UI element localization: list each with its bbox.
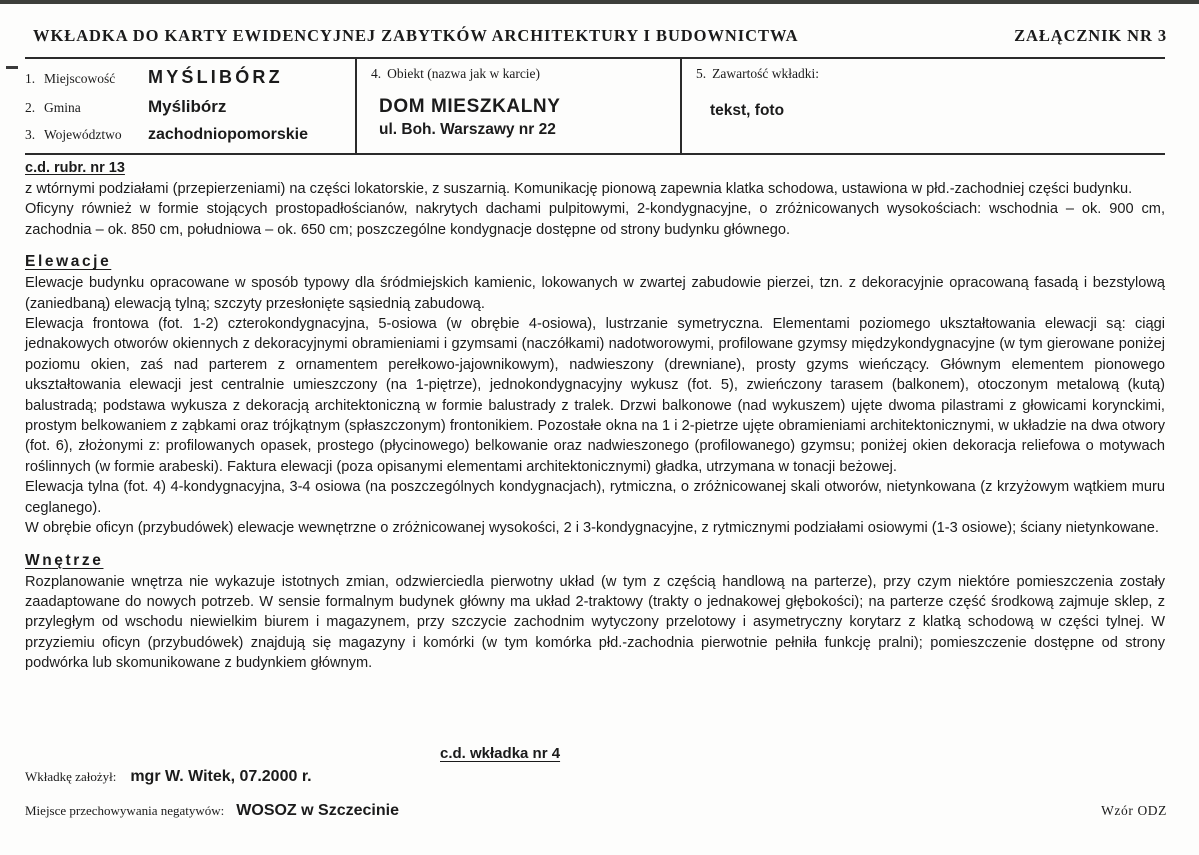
paragraph-elewacje-3: Elewacja tylna (fot. 4) 4-kondygnacyjna, 3-4 osiowa (na poszczególnych kondygnacjach), rytmiczna, o zróżnicowanej skali otworów, nietynkowana (z krzyżowym wątkiem muru ceglanego). [25, 479, 1165, 516]
continuation-label: c.d. rubr. nr 13 [25, 160, 125, 176]
paragraph-elewacje-1: Elewacje budynku opracowane w sposób typowy dla śródmiejskich kamienic, lokowanych w zwartej zabudowie pierzei, tzn. z dekoracyjnie opracowaną fasadą i bezstylową (zaniedbaną) elewacją tylną; szczyty przesłonięte sąsiednią zabudową. [25, 275, 1165, 312]
negatives-value: WOSOZ w Szczecinie [236, 802, 399, 819]
negatives-line [25, 802, 399, 820]
object-name: DOM MIESZKALNY [379, 96, 561, 117]
field-value: Myślibórz [148, 97, 227, 116]
content-cell [680, 59, 1165, 153]
object-address: ul. Boh. Warszawy nr 22 [379, 121, 556, 138]
field-label: Obiekt (nazwa jak w karcie) [387, 66, 541, 81]
paragraph-intro-1: z wtórnymi podziałami (przepierzeniami) na części lokatorskie, z suszarnią. Komunikację pionową zapewnia klatka schodowa, ustawiona w płd.-zachodniej części budynku. [25, 181, 1133, 197]
field-wojewodztwo [25, 126, 355, 144]
content-value: tekst, foto [710, 102, 785, 119]
field-value: MYŚLIBÓRZ [148, 67, 283, 87]
paragraph-elewacje-2: Elewacja frontowa (fot. 1-2) czterokondygnacyjna, 5-osiowa (w obrębie 4-osiowa), lustrzanie symetryczna. Elementami poziomego ukształtowania elewacji są: ciągi jednakowych otworów okiennych z dekoracyjnymi obramieniami i gzymsami (naczółkami) nadotworowymi, profilowane gzymsy międzykondygnacyjne (w tym gierowane poniżej poziomu okien, zaś nad parterem z ornamentem perełkowo-jajownikowym), nadwieszony (drewniane), prosty gzyms wieńczący. Głównym elementem pionowego ukształtowania elewacji jest centralnie umieszczony (na 1-piętrze), jednokondygnacyjny wykusz (fot. 5), zwieńczony tarasem (balkonem), otoczonym metalową (kutą) balustradą; podstawa wykusza z dekoracją architektoniczną w formie balustrady z tralek. Drzwi balkonowe (nad wykuszem) ujęte dwoma pilastrami z głowicami korynckimi, prostym belkowaniem z ząbkami oraz trójkątnym (spłaszczonym) frontonikiem. Pozostałe okna na 1 i 2-pietrze ujęte obramieniami architektonicznymi, w układzie na dwa otwory (fot. 6), złożonymi z: profilowanych opasek, prostego (płycinowego) belkowanie oraz nadwieszonego (profilowanego) gzymsu; poniżej okien dekoracja reliefowa o motywach roślinnych (w formie arabeski). Faktura elewacji (poza opisanymi elementami architektonicznymi) gładka, utrzymana w tonacji beżowej. [25, 316, 1165, 475]
content-header [696, 66, 1165, 82]
object-header [371, 66, 680, 82]
field-number: 1. [25, 71, 36, 86]
continuation-next-label: c.d. wkładka nr 4 [440, 745, 561, 762]
paragraph-intro-2: Oficyny również w formie stojących prostopadłościanów, nakrytych dachami pulpitowymi, 2-kondygnacyjne, o zróżnicowanych wysokościach: wschodnia – ok. 900 cm, zachodnia – ok. 850 cm, południowa – ok. 650 cm; poszczególne kondygnacje dostępne od strony budynku głównego. [25, 201, 1165, 238]
section-heading-wnetrze: Wnętrze [25, 551, 104, 569]
identification-table [25, 57, 1165, 155]
object-cell [355, 59, 680, 153]
section-elewacje-heading-wrap [25, 240, 1165, 273]
field-miejscowosc [25, 67, 355, 88]
field-gmina [25, 97, 355, 117]
author-line [25, 768, 312, 786]
field-value: zachodniopomorskie [148, 126, 309, 143]
field-number: 4. [371, 66, 382, 81]
pattern-note: Wzór ODZ [1101, 803, 1167, 818]
annex-number: ZAŁĄCZNIK NR 3 [1014, 26, 1167, 45]
document-title: WKŁADKA DO KARTY EWIDENCYJNEJ ZABYTKÓW ARCHITEKTURY I BUDOWNICTWA [33, 26, 799, 45]
location-cell [25, 59, 355, 153]
field-label: Województwo [44, 127, 122, 142]
negatives-label: Miejsce przechowywania negatywów: [25, 803, 225, 818]
document-body [25, 160, 1165, 674]
masthead [33, 26, 1169, 46]
scan-edge-left-mark [6, 66, 18, 69]
field-number: 3. [25, 127, 36, 142]
scan-edge-top [0, 0, 1199, 4]
author-label: Wkładkę założył: [25, 769, 117, 784]
field-label: Gmina [44, 100, 81, 115]
field-number: 2. [25, 100, 36, 115]
field-number: 5. [696, 66, 707, 81]
paragraph-elewacje-4: W obrębie oficyn (przybudówek) elewacje wewnętrzne o zróżnicowanej wysokości, 2 i 3-kondygnacyjne, z rytmicznymi podziałami osiowymi (1-3 osiowe); ściany nietynkowane. [25, 520, 1159, 537]
author-value: mgr W. Witek, 07.2000 r. [130, 768, 312, 785]
section-wnetrze-heading-wrap [25, 539, 1165, 572]
field-label: Zawartość wkładki: [712, 66, 819, 81]
section-heading-elewacje: Elewacje [25, 253, 112, 271]
field-label: Miejscowość [44, 71, 116, 86]
paragraph-wnetrze-1: Rozplanowanie wnętrza nie wykazuje istotnych zmian, odzwierciedla pierwotny układ (w tym z częścią handlową na parterze), przy czym niektóre pomieszczenia zostały zaadaptowane do nowych potrzeb. W sensie formalnym budynek główny ma układ 2-traktowy (trakty o jednakowej głębokości); na parterze część środkową zajmuje sklep, z przyległym od wschodu niewielkim biurem i magazynem, przy szczycie zachodnim wytyczony przelotowy i asymetryczny korytarz z klatką schodową w części tylnej. W przyziemiu oficyn (przybudówek) znajdują się magazyny i komórki (w tym komórka płd.-zachodnia pierwotnie pełniła funkcję pralni); pomieszczenie dostępne od strony podwórka lub skomunikowane z budynkiem głównym. [25, 573, 1165, 672]
